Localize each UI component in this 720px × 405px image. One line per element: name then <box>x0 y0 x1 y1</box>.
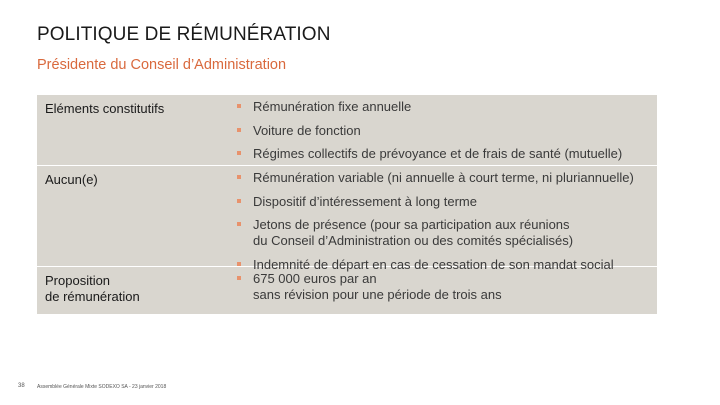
item-text: 675 000 euros par an sans révision pour une période de trois ans <box>253 271 502 302</box>
list-item <box>237 119 657 143</box>
bullet-icon <box>237 104 241 108</box>
row-label: Aucun(e) <box>45 172 98 187</box>
bullet-icon <box>237 199 241 203</box>
item-text: Voiture de fonction <box>253 122 361 138</box>
compensation-table <box>37 95 657 314</box>
table-row <box>37 166 657 272</box>
row-label: Proposition de rémunération <box>45 273 140 304</box>
bullet-icon <box>237 151 241 155</box>
footer-text: Assemblée Générale Mixte SODEXO SA - 23 janvier 2018 <box>37 384 167 390</box>
list-item <box>237 213 657 253</box>
item-text: Rémunération variable (ni annuelle à court terme, ni pluriannuelle) <box>253 170 634 185</box>
item-text: Indemnité de départ en cas de cessation de son mandat social <box>253 257 614 272</box>
bullet-icon <box>237 262 241 266</box>
item-text: Rémunération fixe annuelle <box>253 99 412 114</box>
list-item <box>237 95 657 119</box>
item-text: Jetons de présence (pour sa participation aux réunions du Conseil d’Administration ou des comités spécialisés) <box>253 217 574 248</box>
list-item <box>237 267 657 303</box>
bullet-icon <box>237 128 241 132</box>
list-item <box>237 142 657 166</box>
list-item <box>237 166 657 190</box>
table-row <box>37 95 657 166</box>
row-items <box>237 166 657 277</box>
page-subtitle: Présidente du Conseil d’Administration <box>37 57 287 73</box>
bullet-icon <box>237 222 241 226</box>
row-items <box>237 267 657 303</box>
item-text: Dispositif d’intéressement à long terme <box>253 193 477 209</box>
table-row <box>37 267 657 314</box>
bullet-icon <box>237 175 241 179</box>
page-number: 38 <box>18 383 25 389</box>
row-items <box>237 95 657 166</box>
row-label: Eléments constitutifs <box>45 101 165 116</box>
item-text: Régimes collectifs de prévoyance et de frais de santé (mutuelle) <box>253 146 623 161</box>
list-item <box>237 190 657 214</box>
page-title: POLITIQUE DE RÉMUNÉRATION <box>37 24 331 45</box>
bullet-icon <box>237 276 241 280</box>
